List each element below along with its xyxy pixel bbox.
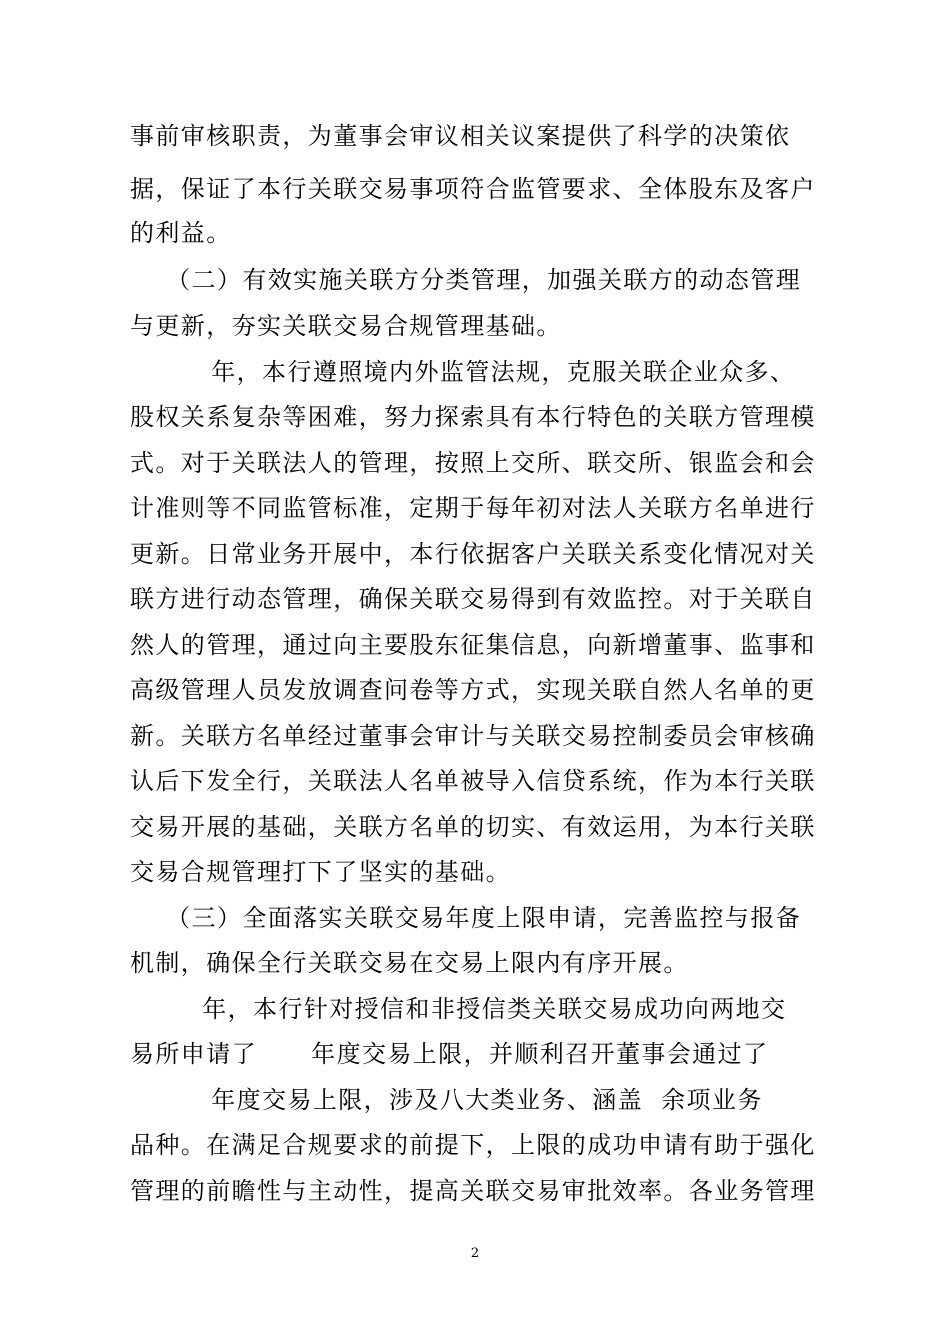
paragraph-line: 年，本行针对授信和非授信类关联交易成功向两地交 (130, 995, 787, 1023)
paragraph-line: 年度交易上限，涉及八大类业务、涵盖 余项业务 (130, 1086, 763, 1114)
paragraph-line: 据，保证了本行关联交易事项符合监管要求、全体股东及客户 (130, 175, 816, 203)
paragraph-line: 交易合规管理打下了坚实的基础。 (130, 858, 511, 886)
paragraph-line: 的利益。 (130, 219, 232, 247)
paragraph-line: 更新。日常业务开展中，本行依据客户关联关系变化情况对关 (130, 540, 816, 568)
paragraph-line: 联方进行动态管理，确保关联交易得到有效监控。对于关联自 (130, 585, 816, 613)
paragraph-line: 认后下发全行，关联法人名单被导入信贷系统，作为本行关联 (130, 767, 816, 795)
paragraph-line: 品种。在满足合规要求的前提下，上限的成功申请有助于强化 (130, 1131, 816, 1159)
paragraph-line: 事前审核职责，为董事会审议相关议案提供了科学的决策依 (130, 122, 791, 150)
paragraph-line: 然人的管理，通过向主要股东征集信息，向新增董事、监事和 (130, 631, 816, 659)
page-number: 2 (470, 1246, 480, 1261)
paragraph-line: 高级管理人员发放调查问卷等方式，实现关联自然人名单的更 (130, 676, 816, 704)
paragraph-line: 管理的前瞻性与主动性，提高关联交易审批效率。各业务管理 (130, 1177, 816, 1205)
paragraph-line: 式。对于关联法人的管理，按照上交所、联交所、银监会和会 (130, 449, 816, 477)
section-heading-line: 机制，确保全行关联交易在交易上限内有序开展。 (130, 949, 689, 977)
paragraph-line: 股权关系复杂等困难，努力探索具有本行特色的关联方管理模 (130, 403, 816, 431)
paragraph-line: 年，本行遵照境内外监管法规，克服关联企业众多、 (130, 358, 796, 386)
paragraph-line: 交易开展的基础，关联方名单的切实、有效运用，为本行关联 (130, 813, 816, 841)
paragraph-line: 计准则等不同监管标准，定期于每年初对法人关联方名单进行 (130, 494, 816, 522)
section-heading-line: 与更新，夯实关联交易合规管理基础。 (130, 312, 562, 340)
paragraph-line: 新。关联方名单经过董事会审计与关联交易控制委员会审核确 (130, 722, 816, 750)
section-heading-line: （三）全面落实关联交易年度上限申请，完善监控与报备 (130, 904, 802, 932)
section-heading-line: （二）有效实施关联方分类管理，加强关联方的动态管理 (130, 266, 802, 294)
paragraph-line: 易所申请了 年度交易上限，并顺利召开董事会通过了 (130, 1040, 769, 1068)
